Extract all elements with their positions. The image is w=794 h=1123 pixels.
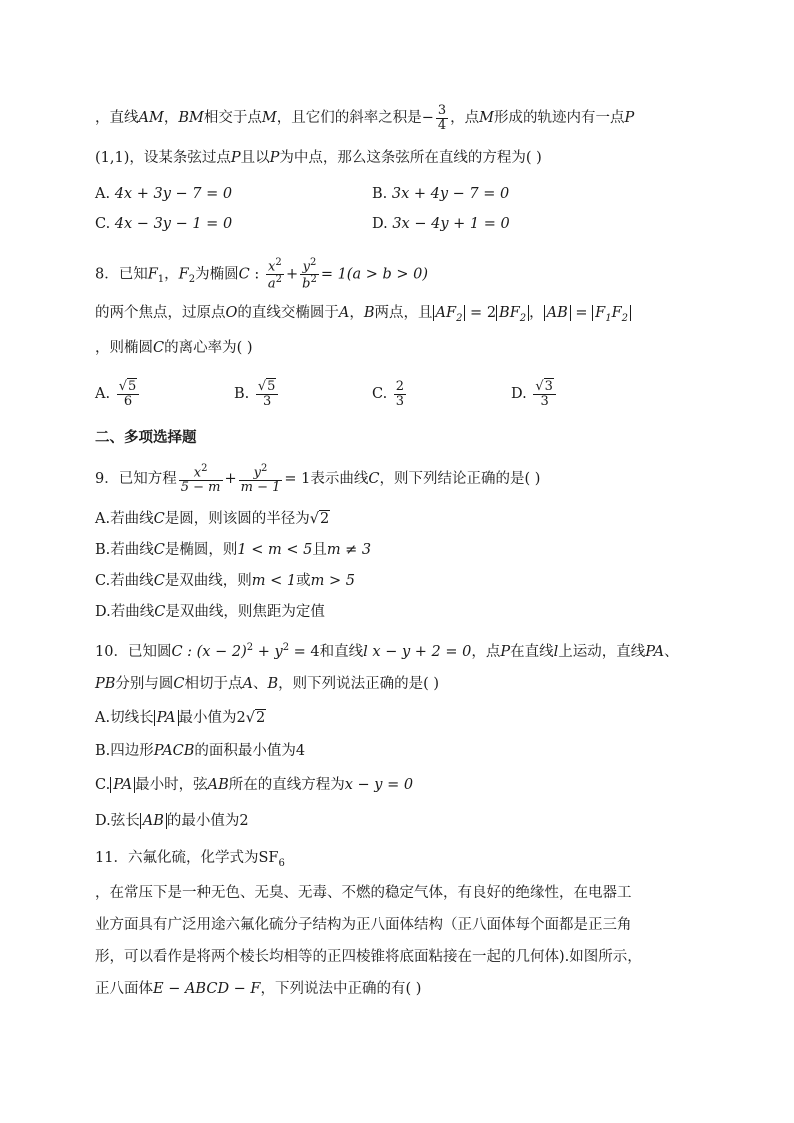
ellipse-y-term: $\frac{y^2}{b^2}$ xyxy=(302,257,317,292)
q11-line1: 11．六氟化硫，化学式为$SF_6$ xyxy=(95,850,285,869)
q8-line1: 8．已知$F_1$，$F_2$为椭圆C : $\frac{x^2}{a^2}$ + $\frac{y^2}{b^2}$ = 1(a > b > 0) xyxy=(95,257,429,292)
q8-option-d: D. $\frac{√3}{3}$ xyxy=(511,380,558,408)
q8-line2: 的两个焦点，过原点O的直线交椭圆于A，B两点，且 $AF_2 = 2$ $BF_2$ ， AB = $F_1F_2$ xyxy=(95,303,631,329)
q9-option-d: D.若曲线C是双曲线，则焦距为定值 xyxy=(95,604,325,620)
q7-line1: ，直线AM，BM相交于点M，且它们的斜率之积是− $\frac{3}{4}$ ，点M形成的轨迹内有一点P xyxy=(95,103,635,133)
q7-option-a: A. 4x + 3y − 7 = 0 xyxy=(95,186,233,202)
q10-stem-line1: 10．已知圆C : $(x - 2)^2 + y^2 = 4$和直线l x − y + 2 = 0，点P在直线l上运动，直线PA、 xyxy=(95,642,679,660)
q10-option-b: B.四边形PACB的面积最小值为4 xyxy=(95,743,306,759)
q11-line3: 业方面具有广泛用途六氟化硫分子结构为正八面体结构（正八面体每个面都是正三角 xyxy=(95,917,632,933)
q10-option-a: A.切线长 PA 最小值为2√2 xyxy=(95,710,266,726)
q11-line4: 形，可以看作是将两个棱长均相等的正四棱锥将底面粘接在一起的几何体).如图所示， xyxy=(95,949,642,965)
q8-option-c: C. $\frac{2}{3}$ xyxy=(372,379,405,409)
q7-line2: (1,1)，设某条弦过点P且以P为中点，那么这条弦所在直线的方程为( ) xyxy=(95,150,542,166)
q10-stem-line2: PB分别与圆C相切于点A、B，则下列说法正确的是( ) xyxy=(95,676,440,692)
q11-line5: 正八面体E − ABCD − F，下列说法中正确的有( ) xyxy=(95,981,422,997)
abs-ab: AB xyxy=(544,305,571,321)
ellipse-x-term: $\frac{x^2}{a^2}$ xyxy=(267,257,282,292)
q9-option-c: C.若曲线C是双曲线，则m < 1或m > 5 xyxy=(95,573,355,589)
q9-option-a: A.若曲线C是圆，则该圆的半径为√2 xyxy=(95,511,330,527)
abs-bf2: $BF_2$ xyxy=(496,305,529,321)
q11-line2: ，在常压下是一种无色、无臭、无毒、不燃的稳定气体，有良好的绝缘性，在电器工 xyxy=(95,885,632,901)
section-title: 二、多项选择题 xyxy=(95,430,197,446)
q8-option-b: B. $\frac{√5}{3}$ xyxy=(234,380,280,408)
q7-option-c: C. 4x − 3y − 1 = 0 xyxy=(95,216,233,232)
q8-option-a: A. $\frac{√5}{6}$ xyxy=(95,380,141,408)
q10-option-c: C. PA 最小时，弦AB所在的直线方程为x − y = 0 xyxy=(95,777,414,793)
q8-line3: ，则椭圆C的离心率为( ) xyxy=(95,340,253,356)
q7-option-d: D. 3x − 4y + 1 = 0 xyxy=(372,216,510,232)
q7-option-b: B. 3x + 4y − 7 = 0 xyxy=(372,186,510,202)
abs-af2: $AF_2$ xyxy=(433,305,466,321)
slope-product-fraction: $\frac{3}{4}$ xyxy=(437,103,447,133)
abs-f1f2: $F_1F_2$ xyxy=(592,305,631,321)
q9-option-b: B.若曲线C是椭圆，则1 < m < 5且m ≠ 3 xyxy=(95,542,372,558)
q10-option-d: D.弦长 AB 的最小值为2 xyxy=(95,813,249,829)
q9-stem: 9．已知方程 $\frac{x^2}{5 - m}$ + $\frac{y^2}{m - 1}$ = 1表示曲线C，则下列结论正确的是( ) xyxy=(95,463,541,496)
